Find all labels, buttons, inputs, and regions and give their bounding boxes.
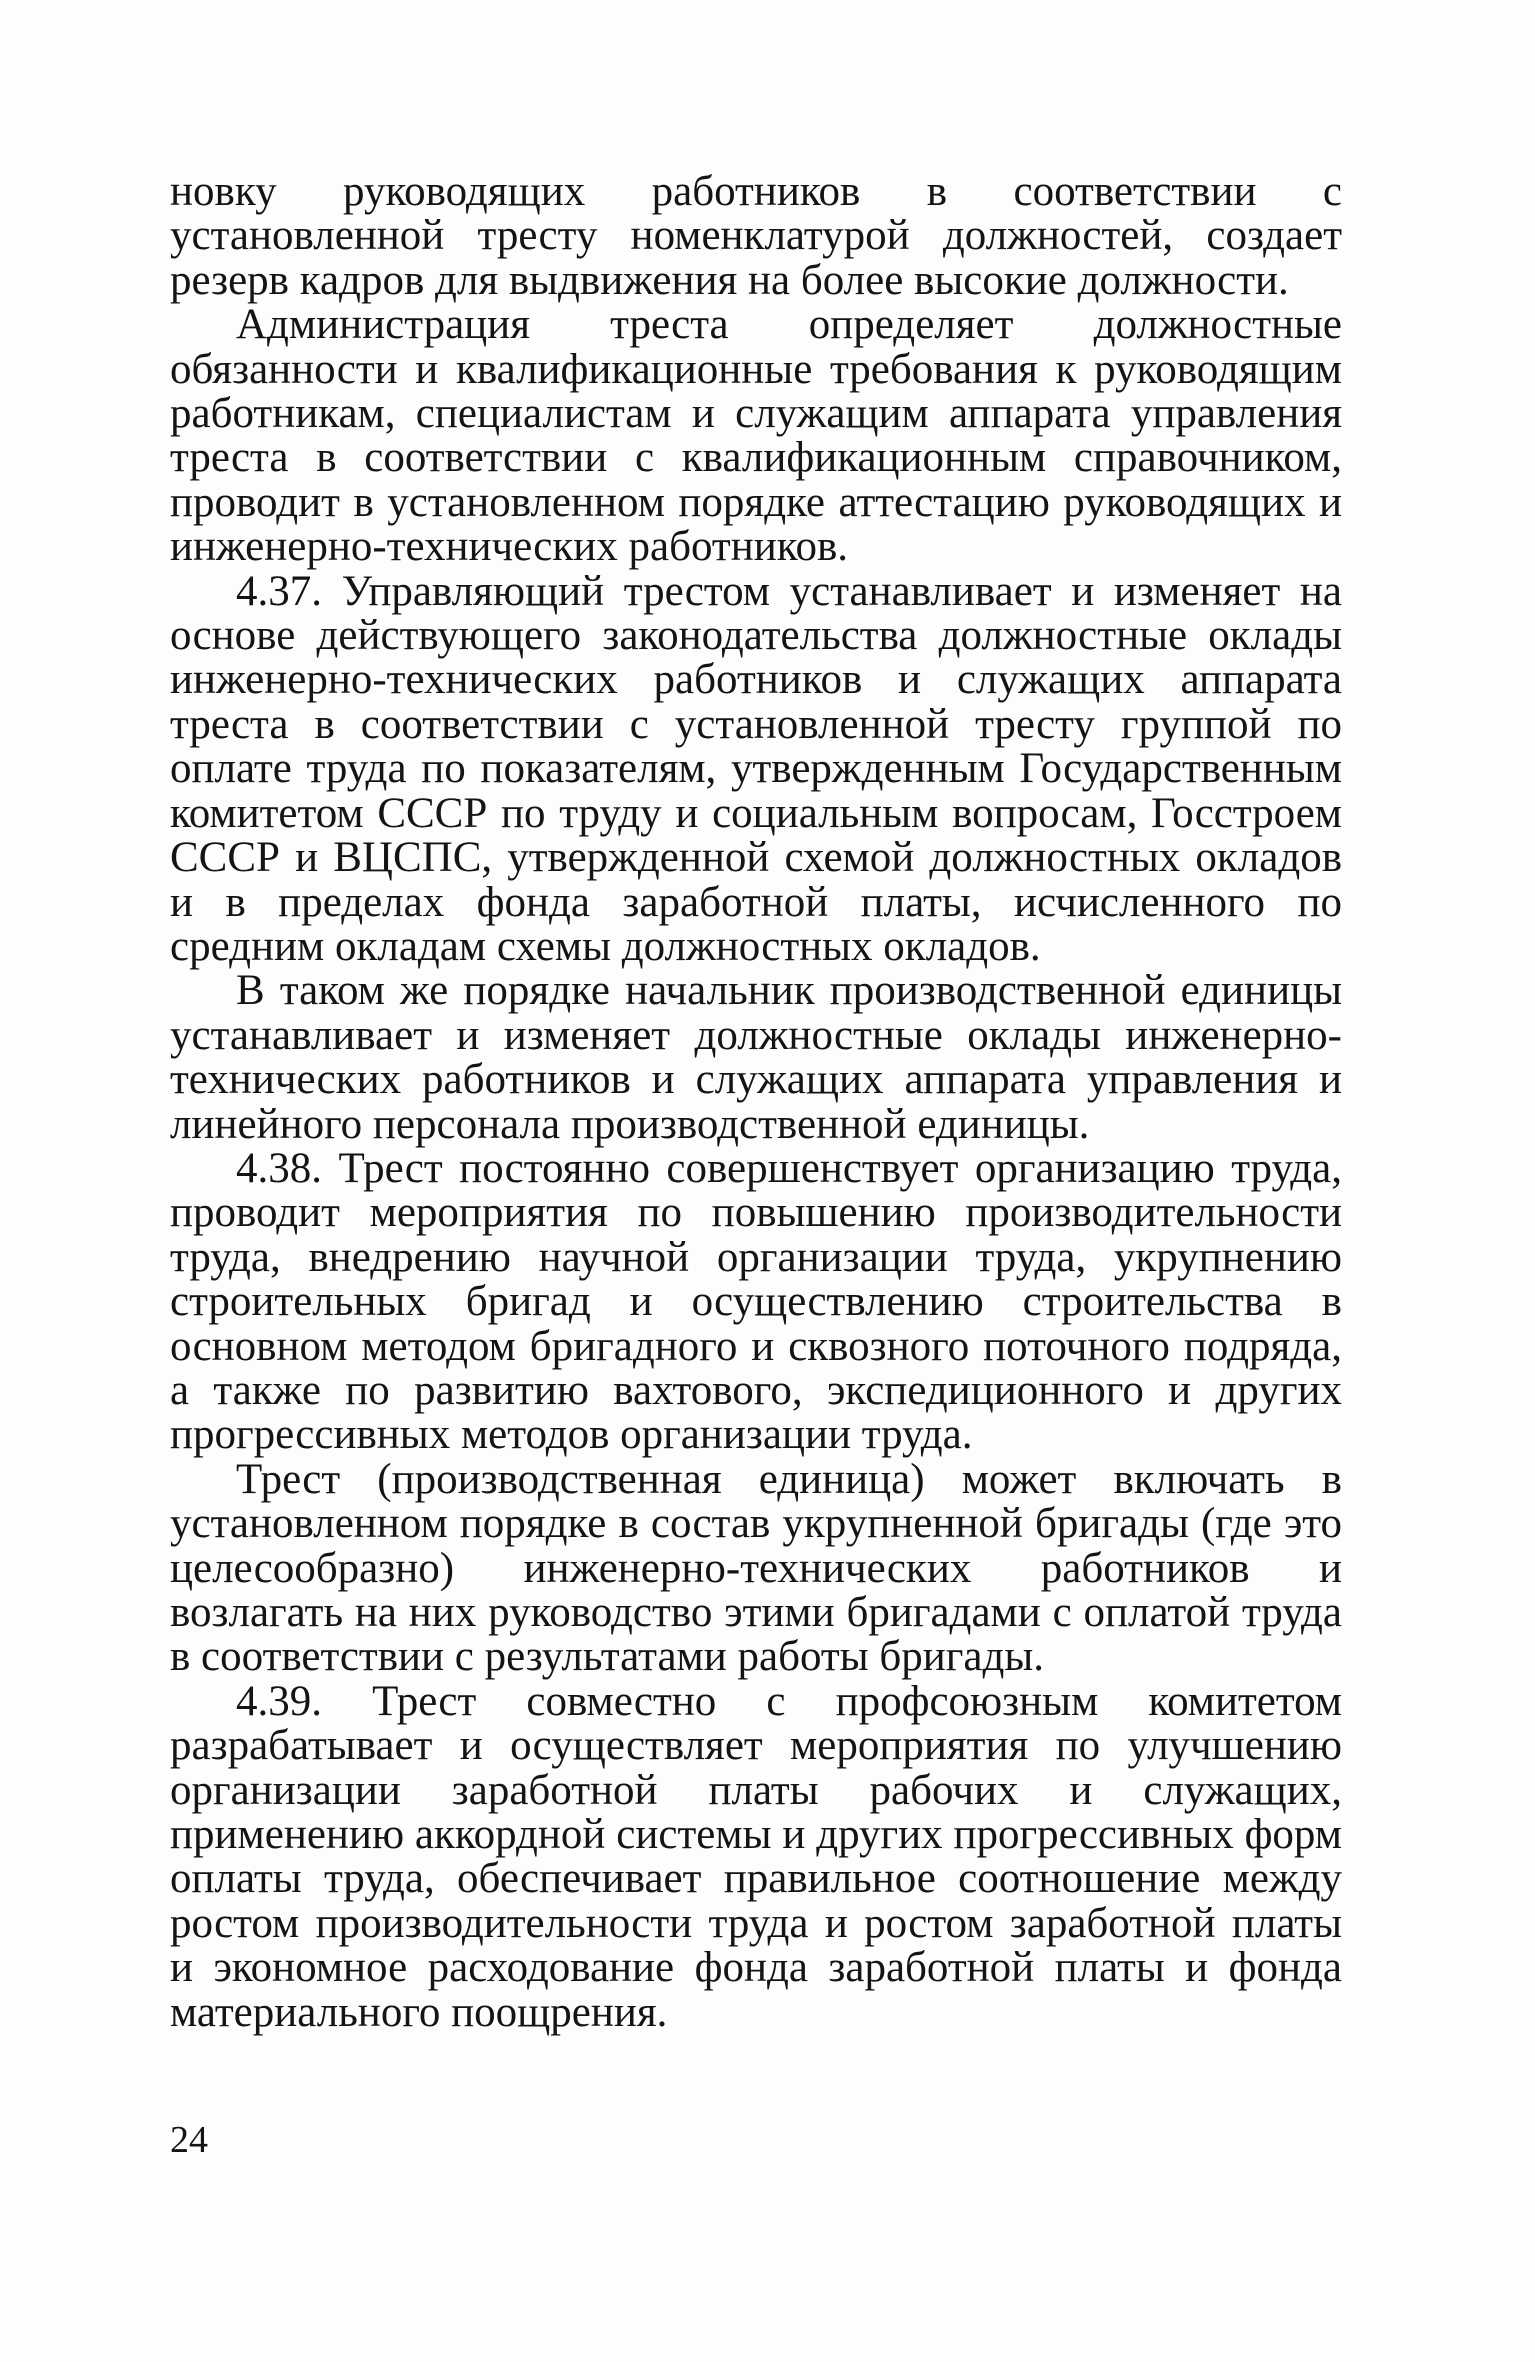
paragraph-brigade [170,1455,1342,1681]
page-number: 24 [170,2119,208,2161]
paragraph-text: Трест совместно с профсоюзным комитетом разрабатывает и осуществляет мероприятия по улучшению организации заработной платы рабочих и служащих, применению аккордной системы и других прогрессивных форм оплаты труда, обеспечивает правильное соотношение между ростом производительности труда и ростом заработной платы и экономное расходование фонда заработной платы и фонда материального поощрения. [170,1677,1342,2036]
paragraph-text: новку руководящих работников в соответствии с установленной тресту номенклатурой должностей, создает резерв кадров для выдвижения на более высокие должности. [170,168,1342,304]
paragraph-text: Трест (производственная единица) может включать в установленном порядке в состав укрупненной бригады (где это целесообразно) инженерно-технических работников и возлагать на них руководство этими бригадами с оплатой труда в соответствии с результатами работы бригады. [170,1455,1342,1681]
paragraph-text: В таком же порядке начальник производственной единицы устанавливает и изменяет должностные оклады инженерно-технических работников и служащих аппарата управления и линейного персонала производственной единицы. [170,967,1342,1148]
paragraph-text: Администрация треста определяет должностные обязанности и квалификационные требования к руководящим работникам, специалистам и служащим аппарата управления треста в соответствии с квалификационным справочником, проводит в установленном порядке аттестацию руководящих и инженерно-технических работников. [170,301,1342,571]
paragraph-administration [170,303,1342,569]
paragraph-4-39 [170,1677,1342,2036]
paragraph-text: Управляющий трестом устанавливает и изменяет на основе действующего законодательства должностные оклады инженерно-технических работников и служащих аппарата треста в соответствии с установленной тресту группой по оплате труда по показателям, утвержденным Государственным комитетом СССР по труду и социальным вопросам, Госстроем СССР и ВЦСПС, утвержденной схемой должностных окладов и в пределах фонда заработной платы, исчисленного по средним окладам схемы должностных окладов. [170,567,1343,970]
body-text [170,170,1342,2035]
paragraph-continuation [170,170,1342,303]
section-number: 4.39. [236,1677,322,1725]
paragraph-4-38 [170,1144,1343,1459]
paragraph-production-unit [170,969,1342,1147]
section-number: 4.38. [236,1144,322,1192]
paragraph-4-37 [170,567,1343,970]
section-number: 4.37. [236,567,322,615]
paragraph-text: Трест постоянно совершенствует организацию труда, проводит мероприятия по повышению производительности труда, внедрению научной организации труда, укрупнению строительных бригад и осуществлению строительства в основном методом бригадного и сквозного поточного подряда, а также по развитию вахтового, экспедиционного и других прогрессивных методов организации труда. [170,1144,1343,1459]
